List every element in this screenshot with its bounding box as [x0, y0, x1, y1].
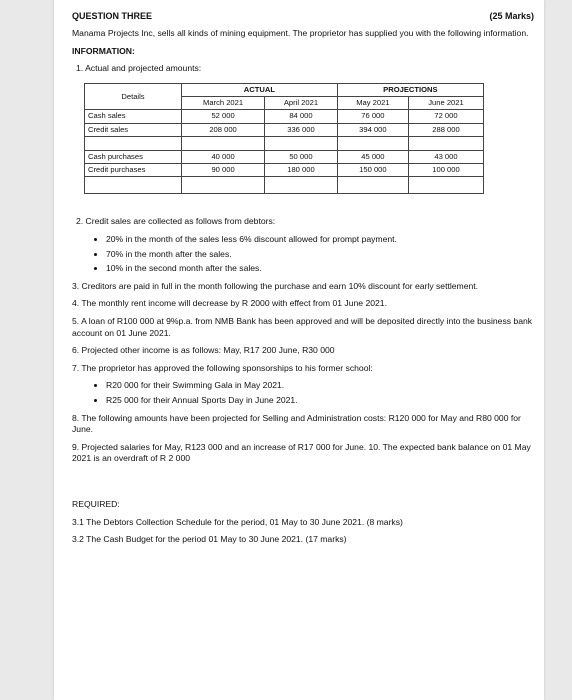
- actual-header: ACTUAL: [182, 83, 338, 96]
- amounts-table: [84, 83, 484, 195]
- item-2-bullets: [72, 234, 534, 275]
- item-3: 3. Creditors are paid in full in the month following the purchase and earn 10% discount for early settlement.: [72, 280, 479, 291]
- item-7: 7. The proprietor has approved the following sponsorships to his former school:: [72, 362, 373, 373]
- month-header: March 2021: [182, 97, 265, 110]
- table-cell: 45 000: [337, 150, 408, 163]
- projections-header: PROJECTIONS: [337, 83, 483, 96]
- item-4: 4. The monthly rent income will decrease by R 2000 with effect from 01 June 2021.: [72, 298, 387, 309]
- list-item: • 70% in the month after the sales.: [106, 249, 534, 261]
- question-title: QUESTION THREE: [72, 11, 153, 21]
- month-header: June 2021: [409, 97, 484, 110]
- table-cell: 150 000: [337, 164, 408, 177]
- table-cell: 84 000: [265, 110, 338, 123]
- intro-text: Manama Projects Inc, sells all kinds of mining equipment. The proprietor has supplied you with the following information.: [72, 28, 529, 39]
- item-2: 2. Credit sales are collected as follows from debtors:: [76, 216, 276, 227]
- table-header-row: [85, 83, 484, 96]
- table-row: [85, 150, 484, 163]
- requirement-3-2: 3.2 The Cash Budget for the period 01 May to 30 June 2021. (17 marks): [72, 534, 347, 545]
- document-page: [54, 0, 544, 700]
- row-label: Cash purchases: [85, 150, 182, 163]
- table-cell: 336 000: [265, 123, 338, 136]
- table-cell: 394 000: [337, 123, 408, 136]
- table-cell: 76 000: [337, 110, 408, 123]
- table-cell: 208 000: [182, 123, 265, 136]
- table-spacer-row: [85, 136, 484, 150]
- table-cell: 43 000: [409, 150, 484, 163]
- list-item: • 10% in the second month after the sales.: [106, 263, 534, 275]
- table-spacer-row: [85, 177, 484, 194]
- document-content: [72, 10, 534, 552]
- table-cell: 90 000: [182, 164, 265, 177]
- month-header: April 2021: [265, 97, 338, 110]
- information-heading: INFORMATION:: [72, 45, 135, 56]
- item-9: 9. Projected salaries for May, R123 000 and an increase of R17 000 for June. 10. The expected bank balance on 01 May 2021 is an overdraft of R 2 000: [72, 441, 531, 464]
- table-cell: 180 000: [265, 164, 338, 177]
- item-7-bullets: [72, 380, 534, 406]
- table-cell: 72 000: [409, 110, 484, 123]
- question-header: [72, 10, 534, 22]
- list-item: • 20% in the month of the sales less 6% discount allowed for prompt payment.: [106, 234, 534, 246]
- row-label: Credit purchases: [85, 164, 182, 177]
- item-1: 1. Actual and projected amounts:: [76, 63, 202, 74]
- table-cell: 50 000: [265, 150, 338, 163]
- item-5: 5. A loan of R100 000 at 9%p.a. from NMB Bank has been approved and will be deposited directly into the business bank account on 01 June 2021.: [72, 315, 533, 338]
- table-cell: 288 000: [409, 123, 484, 136]
- requirement-3-1: 3.1 The Debtors Collection Schedule for the period, 01 May to 30 June 2021. (8 marks): [72, 516, 403, 527]
- details-header: Details: [85, 83, 182, 110]
- item-8: 8. The following amounts have been projected for Selling and Administration costs: R120 000 for May and R80 000 for June.: [72, 412, 521, 435]
- question-marks: (25 Marks): [489, 11, 534, 21]
- table-cell: 40 000: [182, 150, 265, 163]
- list-item: • R20 000 for their Swimming Gala in May 2021.: [106, 380, 534, 392]
- table-row: [85, 123, 484, 136]
- table-row: [85, 164, 484, 177]
- table-cell: 52 000: [182, 110, 265, 123]
- list-item: • R25 000 for their Annual Sports Day in June 2021.: [106, 395, 534, 407]
- row-label: Credit sales: [85, 123, 182, 136]
- month-header: May 2021: [337, 97, 408, 110]
- row-label: Cash sales: [85, 110, 182, 123]
- table-row: [85, 110, 484, 123]
- item-6: 6. Projected other income is as follows: May, R17 200 June, R30 000: [72, 345, 335, 356]
- required-heading: REQUIRED:: [72, 498, 120, 509]
- table-cell: 100 000: [409, 164, 484, 177]
